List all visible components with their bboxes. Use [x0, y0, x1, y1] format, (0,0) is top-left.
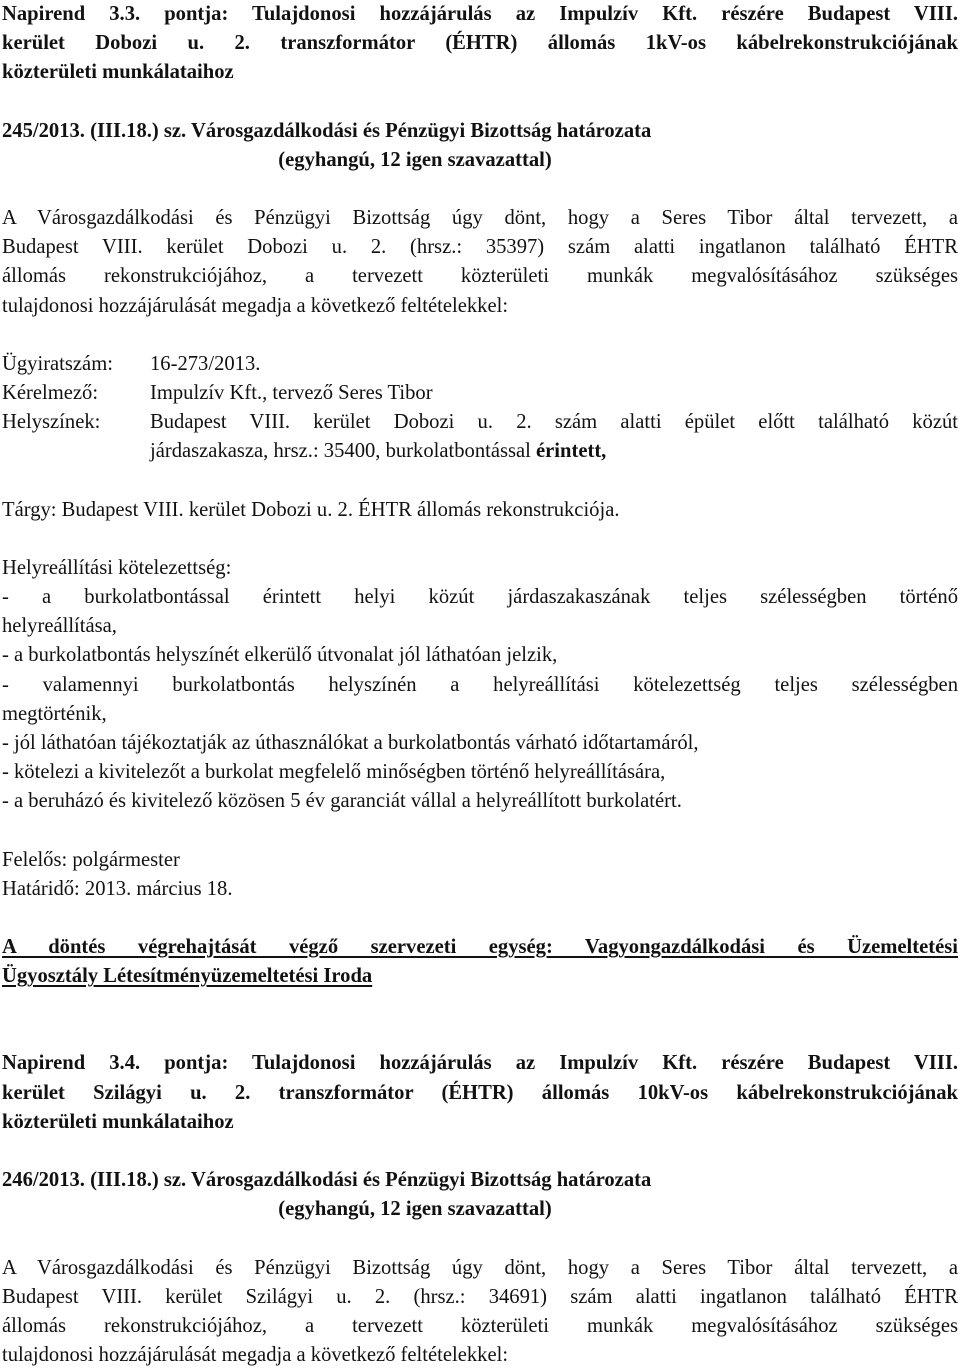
body-line: állomás rekonstrukciójához, a tervezett közterületi munkák megvalósításához szükséges: [2, 262, 958, 291]
heading-line: kerület Dobozi u. 2. transzformátor (ÉHTR) állomás 1kV-os kábelrekonstrukciójának: [2, 29, 958, 58]
obligation-title: Helyreállítási kötelezettség:: [2, 554, 958, 583]
applicant-value: Impulzív Kft., tervező Seres Tibor: [150, 379, 958, 408]
heading-line: Napirend 3.4. pontja: Tulajdonosi hozzájárulás az Impulzív Kft. részére Budapest VIII.: [2, 1049, 958, 1078]
affected-emphasis: érintett,: [536, 440, 606, 462]
case-details: [2, 350, 958, 467]
resolution-body: [2, 1254, 958, 1370]
list-item: - kötelezi a kivitelezőt a burkolat megfelelő minőségben történő helyreállítására,: [2, 758, 958, 787]
vote-result: (egyhangú, 12 igen szavazattal): [2, 146, 958, 175]
obligation-list: [2, 583, 958, 817]
body-line: A Városgazdálkodási és Pénzügyi Bizottság úgy dönt, hogy a Seres Tibor által tervezett, a: [2, 204, 958, 233]
responsible-line: Felelős: polgármester: [2, 846, 958, 875]
body-line: Budapest VIII. kerület Szilágyi u. 2. (hrsz.: 34691) szám alatti ingatlanon található ÉHTR: [2, 1283, 958, 1312]
list-item: - jól láthatóan tájékoztatják az úthasználókat a burkolatbontás várható időtartamáról,: [2, 729, 958, 758]
locations-value-line: Budapest VIII. kerület Dobozi u. 2. szám alatti épület előtt található közút: [150, 408, 958, 437]
deadline-line: Határidő: 2013. március 18.: [2, 875, 958, 904]
applicant-row: [2, 379, 958, 408]
resolution-number: 246/2013. (III.18.) sz. Városgazdálkodási és Pénzügyi Bizottság határozata: [2, 1166, 958, 1195]
case-number-value: 16-273/2013.: [150, 350, 958, 379]
heading-line: Napirend 3.3. pontja: Tulajdonosi hozzájárulás az Impulzív Kft. részére Budapest VIII.: [2, 0, 958, 29]
exec-line: A döntés végrehajtását végző szervezeti egység: Vagyongazdálkodási és Üzemeltetési: [2, 933, 958, 962]
executing-unit: [2, 933, 958, 991]
subject-line: Tárgy: Budapest VIII. kerület Dobozi u. 2. ÉHTR állomás rekonstrukciója.: [2, 496, 958, 525]
body-line: tulajdonosi hozzájárulását megadja a következő feltételekkel:: [2, 1341, 958, 1370]
resolution-number: 245/2013. (III.18.) sz. Városgazdálkodási és Pénzügyi Bizottság határozata: [2, 117, 958, 146]
body-line: Budapest VIII. kerület Dobozi u. 2. (hrsz.: 35397) szám alatti ingatlanon található ÉHTR: [2, 233, 958, 262]
case-number-label: Ügyiratszám:: [2, 350, 150, 379]
list-item: - valamennyi burkolatbontás helyszínén a helyreállítási kötelezettség teljes szélességben megtörténik,: [2, 671, 958, 729]
vote-result: (egyhangú, 12 igen szavazattal): [2, 1195, 958, 1224]
body-line: tulajdonosi hozzájárulását megadja a következő feltételekkel:: [2, 292, 958, 321]
case-number-row: [2, 350, 958, 379]
agenda-item-heading: [2, 1049, 958, 1137]
list-item: - a burkolatbontással érintett helyi közút járdaszakaszának teljes szélességben történő helyreállítása,: [2, 583, 958, 641]
heading-line: közterületi munkálataihoz: [2, 58, 958, 87]
heading-line: közterületi munkálataihoz: [2, 1108, 958, 1137]
applicant-label: Kérelmező:: [2, 379, 150, 408]
resolution-body: [2, 204, 958, 321]
body-line: A Városgazdálkodási és Pénzügyi Bizottság úgy dönt, hogy a Seres Tibor által tervezett, a: [2, 1254, 958, 1283]
body-line: állomás rekonstrukciójához, a tervezett közterületi munkák megvalósításához szükséges: [2, 1312, 958, 1341]
agenda-item-heading: [2, 0, 958, 88]
locations-value-line: járdaszakasza, hrsz.: 35400, burkolatbontással: [150, 440, 536, 462]
list-item: - a burkolatbontás helyszínét elkerülő útvonalat jól láthatóan jelzik,: [2, 641, 958, 670]
heading-line: kerület Szilágyi u. 2. transzformátor (ÉHTR) állomás 10kV-os kábelrekonstrukciójának: [2, 1079, 958, 1108]
list-item: - a beruházó és kivitelező közösen 5 év garanciát vállal a helyreállított burkolatért.: [2, 787, 958, 816]
locations-row: [2, 408, 958, 466]
exec-line: Ügyosztály Létesítményüzemeltetési Iroda: [2, 962, 958, 991]
locations-label: Helyszínek:: [2, 408, 150, 466]
